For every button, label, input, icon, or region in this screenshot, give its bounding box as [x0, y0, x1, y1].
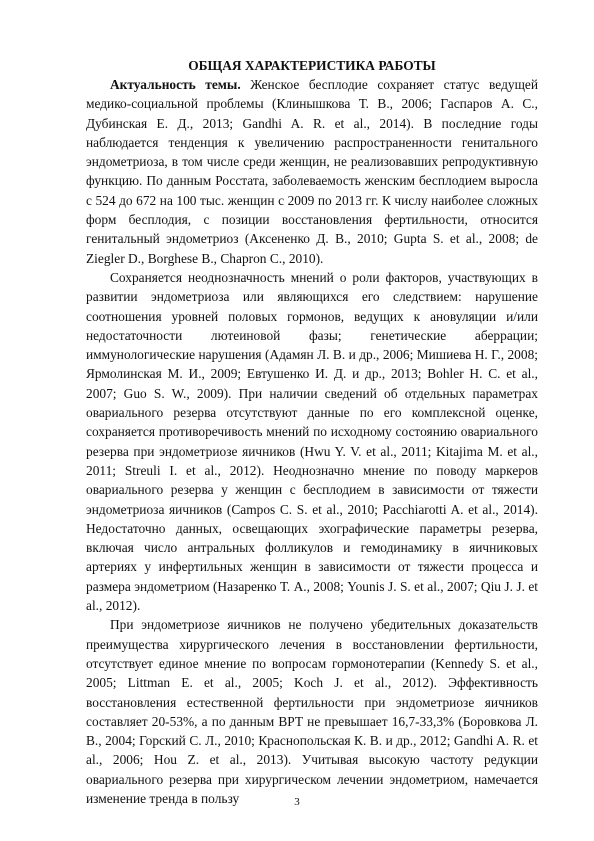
paragraph-text: Женское бесплодие сохраняет статус ведущей медико-социальной проблемы (Клинышкова Т. В., 2006; Гаспаров А. С., Дубинская Е. Д., 2013; Gandhi A. R. et al., 2014). В последние годы наблюдается тенденция к увеличению распространенности генитального эндометриоза, в том числе среди женщин, не реализовавших репродуктивную функцию. По данным Росстата, заболеваемость женским бесплодием выросла с 524 до 672 на 100 тыс. женщин с 2009 по 2013 гг. К числу наиболее сложных форм бесплодия, с позиции восстановления фертильности, относится генитальный эндометриоз (Аксененко Д. В., 2010; Gupta S. et al., 2008; de Ziegler D., Borghese B., Chapron C., 2010). — [86, 77, 538, 266]
section-heading: ОБЩАЯ ХАРАКТЕРИСТИКА РАБОТЫ — [188, 58, 436, 73]
paragraph-relevance — [86, 75, 538, 268]
page-number: 3 — [294, 796, 300, 808]
paragraph-treatment — [86, 615, 538, 808]
document-body — [86, 56, 538, 808]
paragraph-text: При эндометриозе яичников не получено убедительных доказательств преимущества хирургического лечения в восстановлении фертильности, отсутствует единое мнение по вопросам гормонотерапии (Kennedy S. et al., 2005; Littman E. et al., 2005; Koch J. et al., 2012). Эффективность восстановления естественной фертильности при эндометриозе яичников составляет 20-53%, а по данным ВРТ не превышает 16,7-33,3% (Боровкова Л. В., 2004; Горский С. Л., 2010; Краснопольская К. В. и др., 2012; Gandhi A. R. et al., 2006; Hou Z. et al., 2013). Учитывая высокую частоту редукции овариального резерва при хирургическом лечении эндометриом, намечается изменение тренда в пользу — [86, 617, 538, 806]
paragraph-factors — [86, 268, 538, 615]
paragraph-lead: Актуальность темы. — [110, 77, 241, 92]
paragraph-text: Сохраняется неоднозначность мнений о роли факторов, участвующих в развитии эндометриоза или являющихся его следствием: нарушение соотношения уровней половых гормонов, ведущих к ановуляции и/или недостаточности лютеиновой фазы; генетические аберрации; иммунологические нарушения (Адамян Л. В. и др., 2006; Мишиева Н. Г., 2008; Ярмолинская М. И., 2009; Евтушенко И. Д. и др., 2013; Bohler H. C. et al., 2007; Guo S. W., 2009). При наличии сведений об отдельных параметрах овариального резерва отсутствуют данные по его комплексной оценке, сохраняется противоречивость мнений по исходному состоянию овариального резерва при эндометриозе яичников (Hwu Y. V. et al., 2011; Kitajima M. et al., 2011; Streuli I. et al., 2012). Неоднозначно мнение по поводу маркеров овариального резерва у женщин с бесплодием в зависимости от тяжести эндометриоза яичников (Campos C. S. et al., 2010; Pacchiarotti A. et al., 2014). Недостаточно данных, освещающих эхографические параметры резерва, включая число антральных фолликулов и гемодинамику в яичниковых артериях у инфертильных женщин в зависимости от тяжести процесса и размера эндометриом (Назаренко Т. А., 2008; Younis J. S. et al., 2007; Qiu J. J. et al., 2012). — [86, 269, 538, 614]
